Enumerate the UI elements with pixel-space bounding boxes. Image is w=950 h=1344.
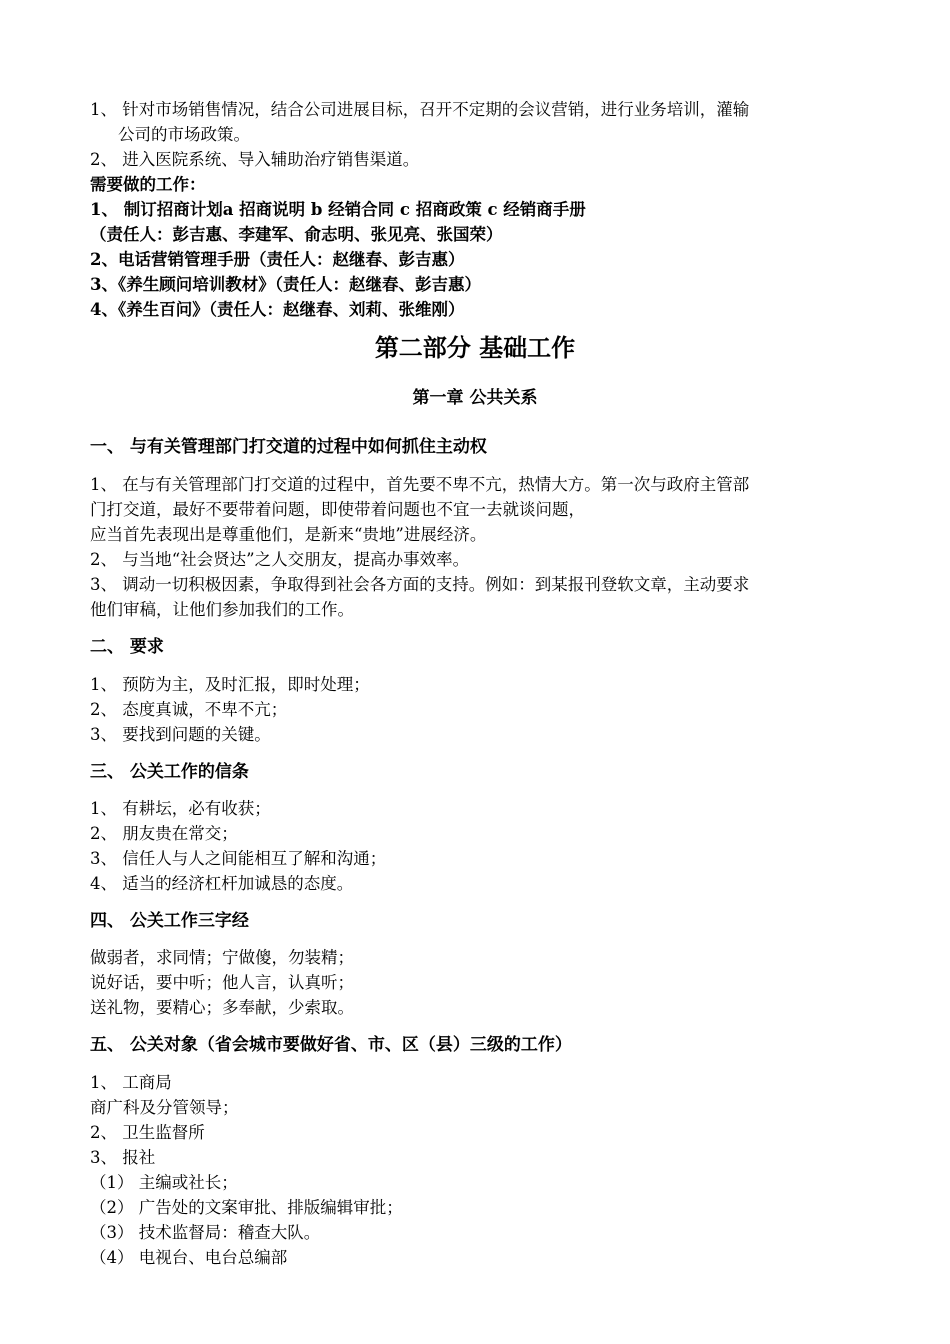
list-item: 3、 要找到问题的关键。 (90, 725, 271, 744)
list-item: 3、 信任人与人之间能相互了解和沟通； (90, 849, 387, 868)
list-item: 2、 朋友贵在常交； (90, 824, 238, 843)
section-heading: 一、 与有关管理部门打交道的过程中如何抓住主动权 (90, 437, 487, 457)
chapter-title: 第一章 公共关系 (412, 388, 538, 408)
list-item: 1、 工商局 (90, 1073, 172, 1092)
section-heading: 三、 公关工作的信条 (90, 762, 249, 782)
section-heading: 二、 要求 (90, 637, 164, 657)
paragraph-line: 2、 与当地“社会贤达”之人交朋友，提高办事效率。 (90, 550, 470, 569)
paragraph-line: 应当首先表现出是尊重他们，是新来“贵地”进展经济。 (90, 525, 487, 544)
todo-item: 1、 制订招商计划a 招商说明 b 经销合同 c 招商政策 c 经销商手册 (90, 200, 586, 219)
verse-line: 做弱者，求同情；宁做傻，勿装精； (90, 948, 354, 967)
list-item: （1） 主编或社长； (90, 1173, 238, 1192)
verse-line: 说好话，要中听；他人言，认真听； (90, 973, 354, 992)
paragraph-line: 1、 在与有关管理部门打交道的过程中，首先要不卑不亢，热情大方。第一次与政府主管部 (90, 475, 750, 494)
part-title: 第二部分 基础工作 (374, 333, 576, 362)
todo-heading: 需要做的工作： (90, 175, 206, 194)
list-item: （4） 电视台、电台总编部 (90, 1248, 288, 1267)
list-item: 2、 进入医院系统、导入辅助治疗销售渠道。 (90, 150, 420, 169)
section-heading: 四、 公关工作三字经 (90, 911, 249, 931)
verse-line: 送礼物，要精心；多奉献，少索取。 (90, 998, 354, 1017)
list-item: （2） 广告处的文案审批、排版编辑审批； (90, 1198, 403, 1217)
todo-item: 4、《养生百问》（责任人：赵继春、刘莉、张维刚） (90, 300, 465, 319)
section-heading: 五、 公关对象（省会城市要做好省、市、区（县）三级的工作） (90, 1035, 572, 1055)
todo-item: 3、《养生顾问培训教材》（责任人：赵继春、彭吉惠） (90, 275, 481, 294)
list-item: 商广科及分管领导； (90, 1098, 239, 1117)
list-item-continuation: 公司的市场政策。 (118, 125, 250, 144)
list-item: 1、 有耕坛，必有收获； (90, 799, 271, 818)
list-item: 2、 态度真诚，不卑不亢； (90, 700, 288, 719)
paragraph-line: 他们审稿，让他们参加我们的工作。 (90, 600, 354, 619)
todo-owners: （责任人：彭吉惠、李建军、俞志明、张见亮、张国荣） (90, 225, 503, 244)
todo-item: 2、电话营销管理手册（责任人：赵继春、彭吉惠） (90, 250, 465, 269)
list-item: 1、 预防为主，及时汇报，即时处理； (90, 675, 370, 694)
list-item: 2、 卫生监督所 (90, 1123, 205, 1142)
list-item: 3、 报社 (90, 1148, 156, 1167)
paragraph-line: 3、 调动一切积极因素，争取得到社会各方面的支持。例如：到某报刊登软文章，主动要求 (90, 575, 750, 594)
list-item: 4、 适当的经济杠杆加诚恳的态度。 (90, 874, 354, 893)
paragraph-line: 门打交道，最好不要带着问题，即使带着问题也不宜一去就谈问题， (90, 500, 585, 519)
list-item: 1、 针对市场销售情况，结合公司进展目标，召开不定期的会议营销，进行业务培训，灌输 (90, 100, 750, 119)
list-item: （3） 技术监督局：稽查大队。 (90, 1223, 321, 1242)
